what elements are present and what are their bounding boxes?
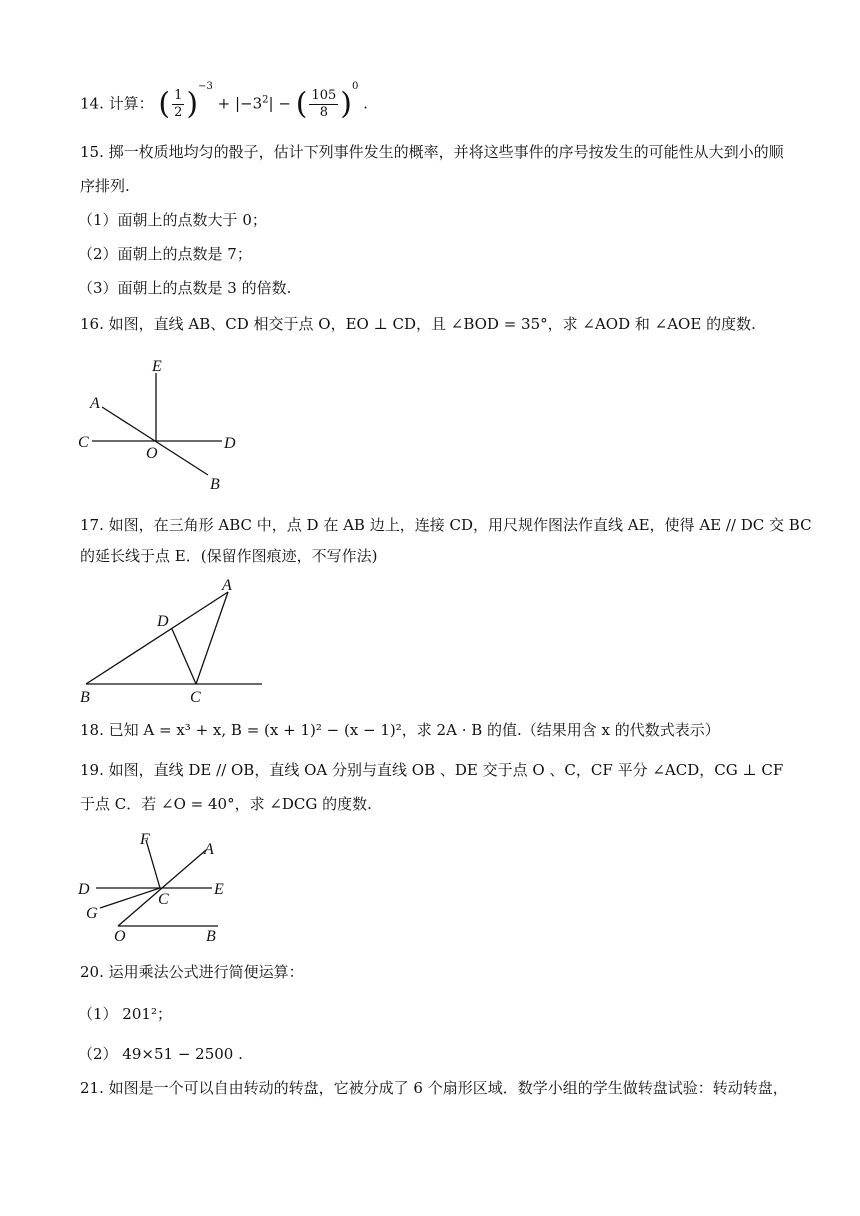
question-19-line1: 19. 如图，直线 DE // OB，直线 OA 分别与直线 OB 、DE 交于点 O 、C，CF 平分 ∠ACD，CG ⊥ CF xyxy=(80,761,784,779)
question-17-line1: 17. 如图，在三角形 ABC 中，点 D 在 AB 边上，连接 CD，用尺规作图法作直线 AE，使得 AE // DC 交 BC xyxy=(80,516,812,534)
question-15-item3: （3）面朝上的点数是 3 的倍数. xyxy=(78,279,292,297)
fraction-105-8: $\frac{105}{8}$ xyxy=(311,88,337,120)
label-F: F xyxy=(140,831,150,848)
segment-DC xyxy=(172,629,196,684)
label-B: B xyxy=(80,689,90,704)
figure-q17 xyxy=(76,574,276,704)
question-15-item1: （1）面朝上的点数大于 0； xyxy=(78,211,267,229)
question-15-item2: （2）面朝上的点数是 7； xyxy=(78,245,252,263)
segment-AC xyxy=(196,592,228,684)
exponent-neg3: −3 xyxy=(198,80,213,92)
fraction-half: $\frac{1}{2}$ xyxy=(174,88,183,120)
question-19-line2: 于点 C．若 ∠O = 40°，求 ∠DCG 的度数. xyxy=(80,795,372,813)
label-A: A xyxy=(204,841,214,858)
question-18: 18. 已知 A = x³ + x, B = (x + 1)² − (x − 1)²，求 2A · B 的值.（结果用含 x 的代数式表示） xyxy=(80,721,720,739)
label-B: B xyxy=(210,476,220,493)
label-C: C xyxy=(78,434,89,451)
label-D: D xyxy=(157,613,169,630)
question-17-line2: 的延长线于点 E．(保留作图痕迹，不写作法) xyxy=(80,547,378,565)
figure-q19 xyxy=(76,828,236,946)
question-15-line1: 15. 掷一枚质地均匀的骰子，估计下列事件发生的概率，并将这些事件的序号按发生的可能性从大到小的顺 xyxy=(80,143,784,161)
segment-BA xyxy=(86,592,228,684)
q14-prefix: 14. 计算： xyxy=(80,94,154,113)
label-D: D xyxy=(224,435,236,452)
question-20: 20. 运用乘法公式进行简便运算： xyxy=(80,963,304,981)
question-20-item1: （1） 201²； xyxy=(78,1005,172,1023)
label-E: E xyxy=(214,881,224,898)
label-C: C xyxy=(190,689,201,704)
question-20-item2: （2） 49×51 − 2500 . xyxy=(78,1045,243,1063)
label-O: O xyxy=(114,928,126,945)
label-A: A xyxy=(222,577,232,594)
question-21: 21. 如图是一个可以自由转动的转盘，它被分成了 6 个扇形区域．数学小组的学生做转盘试验：转动转盘， xyxy=(80,1079,788,1097)
label-G: G xyxy=(86,905,98,922)
label-D: D xyxy=(78,881,90,898)
label-E: E xyxy=(152,358,162,375)
question-15-line2: 序排列. xyxy=(80,177,130,195)
label-C: C xyxy=(158,891,169,908)
question-16: 16. 如图，直线 AB、CD 相交于点 O，EO ⊥ CD，且 ∠BOD = 35°，求 ∠AOD 和 ∠AOE 的度数. xyxy=(80,315,756,333)
label-O: O xyxy=(146,445,158,462)
label-A: A xyxy=(90,395,100,412)
label-B: B xyxy=(206,928,216,945)
figure-q16 xyxy=(72,355,252,495)
question-14: 14. 计算： ( $\frac{1}{2}$ )$^{-3} + |-3^2|$ − ( $\frac{105}{8}$ )$^0$ . xyxy=(80,80,368,122)
